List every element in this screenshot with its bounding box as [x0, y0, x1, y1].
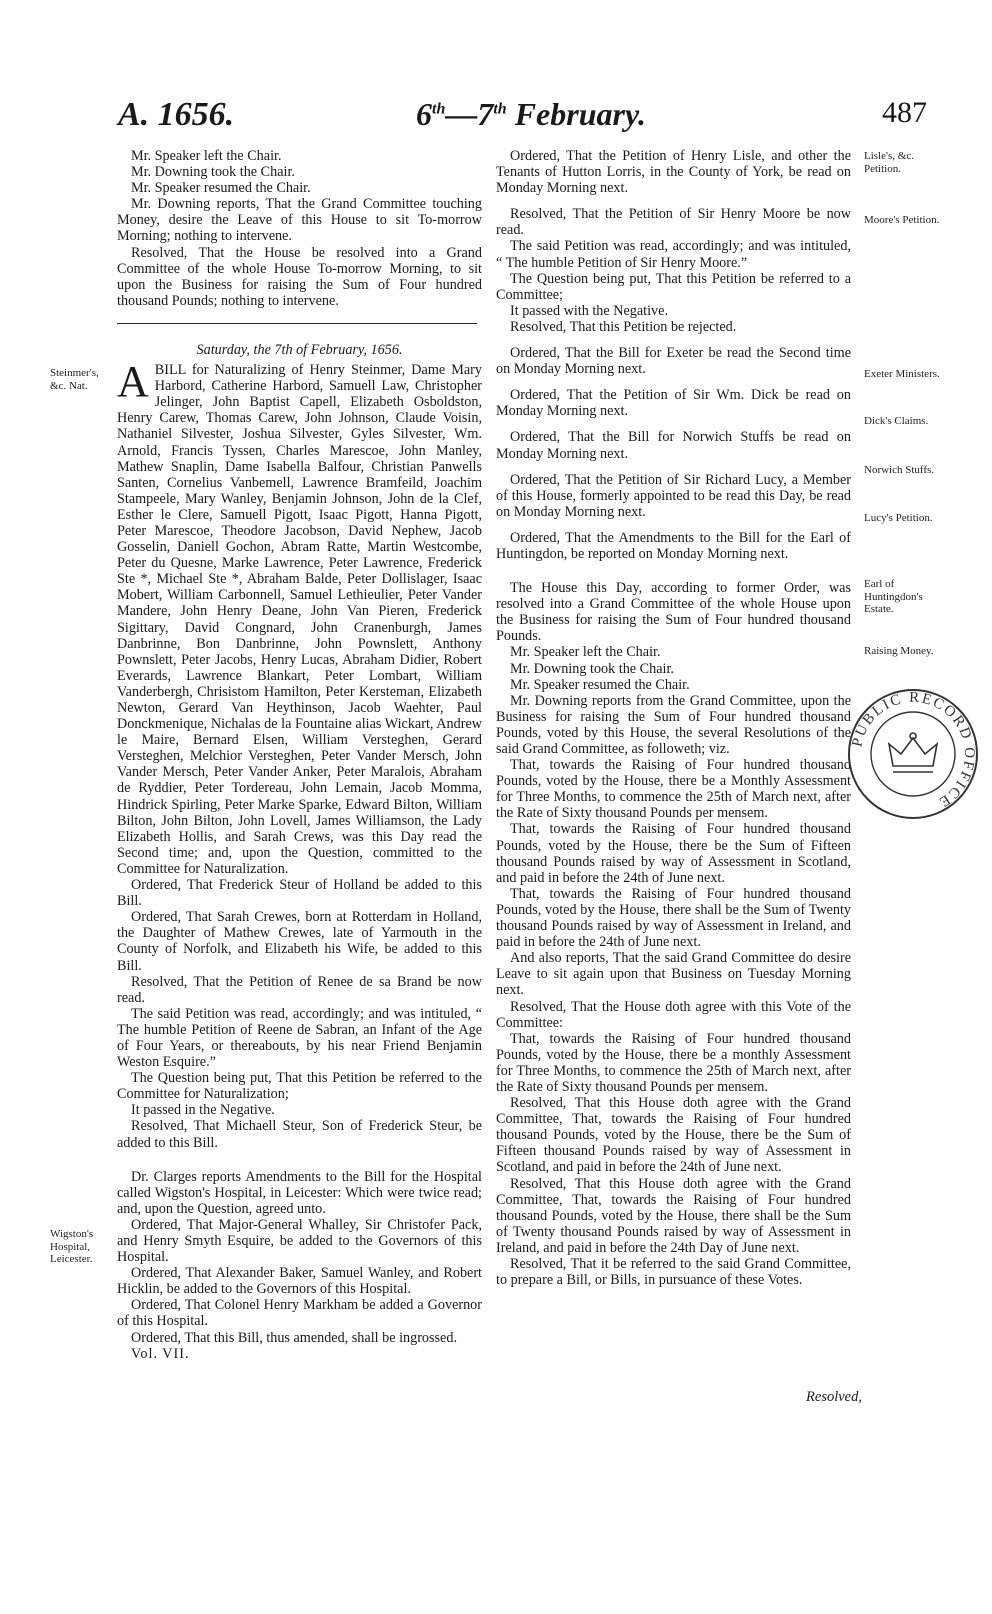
margin-note-moore: Moore's Petition. [864, 214, 940, 226]
page-number: 487 [882, 96, 927, 129]
header-date-day2: —7 [445, 96, 494, 132]
header-date-month: February. [506, 96, 646, 132]
volume-signature: Vol. VII. [131, 1345, 190, 1362]
crown-icon [889, 733, 937, 772]
ordered-lucy: Ordered, That the Petition of Sir Richard Lucy, a Member of this House, formerly appointed to be read this Day, be read on Monday Morning next. [496, 471, 851, 520]
stamp-text-path: PUBLIC RECORD OFFICE [849, 689, 978, 811]
spacer [496, 462, 851, 472]
spacer [496, 419, 851, 429]
moore-rejected: Resolved, That this Petition be rejected. [510, 318, 737, 335]
ordered-norwich: Ordered, That the Bill for Norwich Stuffs be read on Monday Morning next. [496, 429, 851, 462]
spacer [496, 520, 851, 530]
downing-took-2: Mr. Downing took the Chair. [510, 660, 674, 677]
speaker-resumed-2: Mr. Speaker resumed the Chair. [510, 676, 690, 693]
section-rule [117, 323, 477, 324]
spacer [496, 562, 851, 580]
record-office-stamp [843, 684, 983, 824]
resolved-grand-committee: Resolved, That the House be resolved into a Grand Committee of the whole House To-morrow Morning, to sit upon the Business for raising the Sum of Four hundred thousand Pounds; nothing to intervene. [117, 244, 482, 309]
catchword: Resolved, [806, 1389, 862, 1405]
ordered-markham: Ordered, That Colonel Henry Markham be added a Governor of this Hospital. [117, 1297, 482, 1330]
left-column [117, 148, 482, 1362]
margin-note-wigston: Wigston's Hospital, Leicester. [50, 1228, 94, 1265]
ordered-baker: Ordered, That Alexander Baker, Samuel Wanley, and Robert Hicklin, be added to the Governors of this Hospital. [117, 1265, 482, 1298]
header-date-sup1: th [432, 100, 446, 118]
header-date-sup2: th [493, 100, 507, 118]
margin-note-steinmer: Steinmer's, &c. Nat. [50, 367, 99, 392]
margin-note-lisle: Lisle's, &c. Petition. [864, 150, 914, 175]
date-heading: Saturday, the 7th of February, 1656. [196, 341, 403, 358]
margin-note-huntingdon: Earl of Huntingdon's Estate. [864, 578, 923, 615]
resolution-ireland: That, towards the Raising of Four hundred thousand Pounds, voted by the House, there shall be the Sum of Twenty thousand Pounds raised by way of Assessment in Ireland, and paid in before the 24th of June next. [496, 885, 851, 951]
downing-reports-2: Mr. Downing reports from the Grand Committee, upon the Business for raising the Sum of Four hundred thousand Pounds, voted by this House, the several Resolutions of the said Grand Committee, as followeth; viz. [496, 692, 851, 757]
ordered-huntingdon: Ordered, That the Amendments to the Bill for the Earl of Huntingdon, be reported on Monday Morning next. [496, 529, 851, 562]
also-reports: And also reports, That the said Grand Committee do desire Leave to sit again upon that Business on Tuesday Morning next. [496, 950, 851, 999]
drop-cap: A [117, 357, 149, 407]
speaker-left-2: Mr. Speaker left the Chair. [510, 644, 661, 661]
resolved-michaell-steur: Resolved, That Michaell Steur, Son of Frederick Steur, be added to this Bill. [117, 1118, 482, 1151]
ordered-lisle: Ordered, That the Petition of Henry Lisle, and other the Tenants of Hutton Lorris, in the County of York, be read on Monday Morning next. [496, 148, 851, 197]
right-column [496, 148, 851, 1288]
speaker-left: Mr. Speaker left the Chair. [131, 148, 282, 164]
resolved-agree: Resolved, That the House doth agree with this Vote of the Committee: [496, 998, 851, 1031]
resolved-ireland: Resolved, That this House doth agree with the Grand Committee, That, towards the Raising of Four hundred thousand Pounds, voted by the House, there shall be the Sum of Twenty thousand Pounds raised by way of Assessment in Ireland, and paid in before the 24th Day of June next. [496, 1175, 851, 1256]
margin-note-lucy: Lucy's Petition. [864, 512, 933, 524]
downing-reports: Mr. Downing reports, That the Grand Committee touching Money, desire the Leave of this House to sit To-morrow Morning; nothing to intervene. [117, 196, 482, 245]
header-date-day1: 6 [416, 96, 432, 132]
header-year: A. 1656. [118, 96, 235, 133]
ordered-ingrossed: Ordered, That this Bill, thus amended, shall be ingrossed. [131, 1329, 457, 1346]
clarges-reports: Dr. Clarges reports Amendments to the Bill for the Hospital called Wigston's Hospital, in Leicester: Which were twice read; and, upon the Question, agreed unto. [117, 1168, 482, 1217]
header-date [416, 96, 646, 133]
ordered-exeter: Ordered, That the Bill for Exeter be read the Second time on Monday Morning next. [496, 345, 851, 378]
downing-took: Mr. Downing took the Chair. [131, 164, 295, 181]
spacer [496, 335, 851, 345]
resolved-scotland: Resolved, That this House doth agree with the Grand Committee, That, towards the Raising of Four hundred thousand Pounds, voted by the House, there be the Sum of Fifteen thousand Pounds raised by way of Assessment in Scotland, and paid in before the 24th of June next. [496, 1095, 851, 1176]
ordered-crewes: Ordered, That Sarah Crewes, born at Rotterdam in Holland, the Daughter of Mathew Crewes, late of Yarmouth in the County of Norfolk, and Elizabeth his Wife, be added to this Bill. [117, 909, 482, 974]
margin-note-exeter: Exeter Ministers. [864, 368, 940, 380]
margin-note-raising: Raising Money. [864, 645, 934, 657]
ordered-steur: Ordered, That Frederick Steur of Holland be added to this Bill. [117, 877, 482, 910]
moore-question: The Question being put, That this Petition be referred to a Committee; [496, 270, 851, 303]
moore-passed: It passed with the Negative. [510, 302, 668, 319]
spacer [117, 1151, 482, 1169]
moore-petition-read: The said Petition was read, accordingly; and was intituled, “ The humble Petition of Sir Henry Moore.” [496, 238, 851, 271]
margin-note-dick: Dick's Claims. [864, 415, 929, 427]
passed-negative: It passed in the Negative. [131, 1102, 275, 1119]
margin-note-norwich: Norwich Stuffs. [864, 464, 935, 476]
petition-read: The said Petition was read, accordingly; and was intituled, “ The humble Petition of Reene de Sabran, an Infant of the Age of Four Years, or thereabouts, by his near Friend Benjamin Weston Esquire.” [117, 1005, 482, 1071]
vote-monthly: That, towards the Raising of Four hundred thousand Pounds, voted by the House, there be a monthly Assessment for Three Months, to commence the 25th of March next, after the Rate of Sixty thousand Pounds per mensem. [496, 1030, 851, 1095]
naturalization-bill [117, 357, 482, 877]
ordered-dick: Ordered, That the Petition of Sir Wm. Dick be read on Monday Morning next. [496, 387, 851, 420]
spacer [496, 196, 851, 206]
ordered-whalley: Ordered, That Major-General Whalley, Sir Christofer Pack, and Henry Smyth Esquire, be added to the Governors of this Hospital. [117, 1216, 482, 1266]
resolved-bill: Resolved, That it be referred to the said Grand Committee, to prepare a Bill, or Bills, in pursuance of these Votes. [496, 1256, 851, 1289]
spacer [496, 377, 851, 387]
resolution-monthly: That, towards the Raising of Four hundred thousand Pounds, voted by the House, there be a Monthly Assessment for Three Months, to commence the 25th of March next, after the Rate of Sixty thousand Pounds per mensem. [496, 757, 851, 822]
speaker-resumed: Mr. Speaker resumed the Chair. [131, 180, 311, 197]
question-put: The Question being put, That this Petition be referred to the Committee for Naturalization; [117, 1070, 482, 1103]
resolved-petition-renee: Resolved, That the Petition of Renee de sa Brand be now read. [117, 973, 482, 1006]
house-grand-committee: The House this Day, according to former Order, was resolved into a Grand Committee of the whole House upon the Business for raising the Sum of Four hundred thousand Pounds. [496, 580, 851, 645]
resolution-scotland: That, towards the Raising of Four hundred thousand Pounds, voted by the House, there be the Sum of Fifteen thousand Pounds raised by way of Assessment in Scotland, and paid in before the 24th of June next. [496, 821, 851, 886]
bill-text: BILL for Naturalizing of Henry Steinmer, Dame Mary Harbord, Catherine Harbord, Samuell Law, Christopher Jelinger, John Baptist Capell, Elizabeth Osboldston, Henry Carew, Thomas Carew, John Johnson, Claude Voisin, Nathaniel Silvester, Joshua Silvester, Gyles Silvester, Wm. Arnold, Francis Tyssen, Charles Marescoe, John Manley, Mathew Snaplin, Dame Isabella Balfour, Christian Panwells Santen, Cornelius Vanbemell, Lawrence Bramfeild, Joachim Stampeele, Mary Wanley, Benjamin Johnson, John de la Clef, Esther le Clere, Samuell Pigott, Isaac Pigott, Hanna Pigott, Peter Marescoe, Theodore Jacobson, David Nephew, Jacob Gosselin, Daniell Gochon, Abram Ratte, Martin Westcombe, Peter du Quesne, Marke Lawrence, Peter Lawrence, Frederick Ste *, Michael Ste *, Abraham Balde, Peter Dollislager, Isaac Mobert, William Carbonnell, Samuel Lethieulier, Peter Vander Mandere, John Henry Deane, John Van Pieren, Frederick Sigittary, David Congnard, John Cranenburgh, James Danbrinne, Bon Danbrinne, John Pownslett, Anthony Pownslett, Peter Jacobs, Henry Lucas, Abraham Didier, Robert Everards, Lawrence Blankart, Peter Lombart, William Vanderbergh, Chrisistom Hamilton, Peter Kersteman, Elizabeth Newton, Gerard Van Heythinson, Jacob Waehter, Paul Donckmenique, Nichalas de la Fountaine alias Wickart, Andrew le Maire, Bernard Elsen, William Versteghen, Gerard Versteghen, Melchior Versteghen, Peter Vander Mersch, John Vander Mersch, Peter Vander Anker, Peter Maralois, Abraham de Ryddier, Peter Tordereau, John Lemain, Jacob Momma, Hindrick Spirling, Peter Marke Sparke, Edward Bilton, William Bilton, John Bilton, John Lovell, James Williamson, the Lady Elizabeth Hollis, and Sarah Crews, was this Day read the Second time; and, upon the Question, committed to the Committee for Naturalization. [117, 362, 482, 877]
resolved-moore: Resolved, That the Petition of Sir Henry Moore be now read. [496, 206, 851, 239]
